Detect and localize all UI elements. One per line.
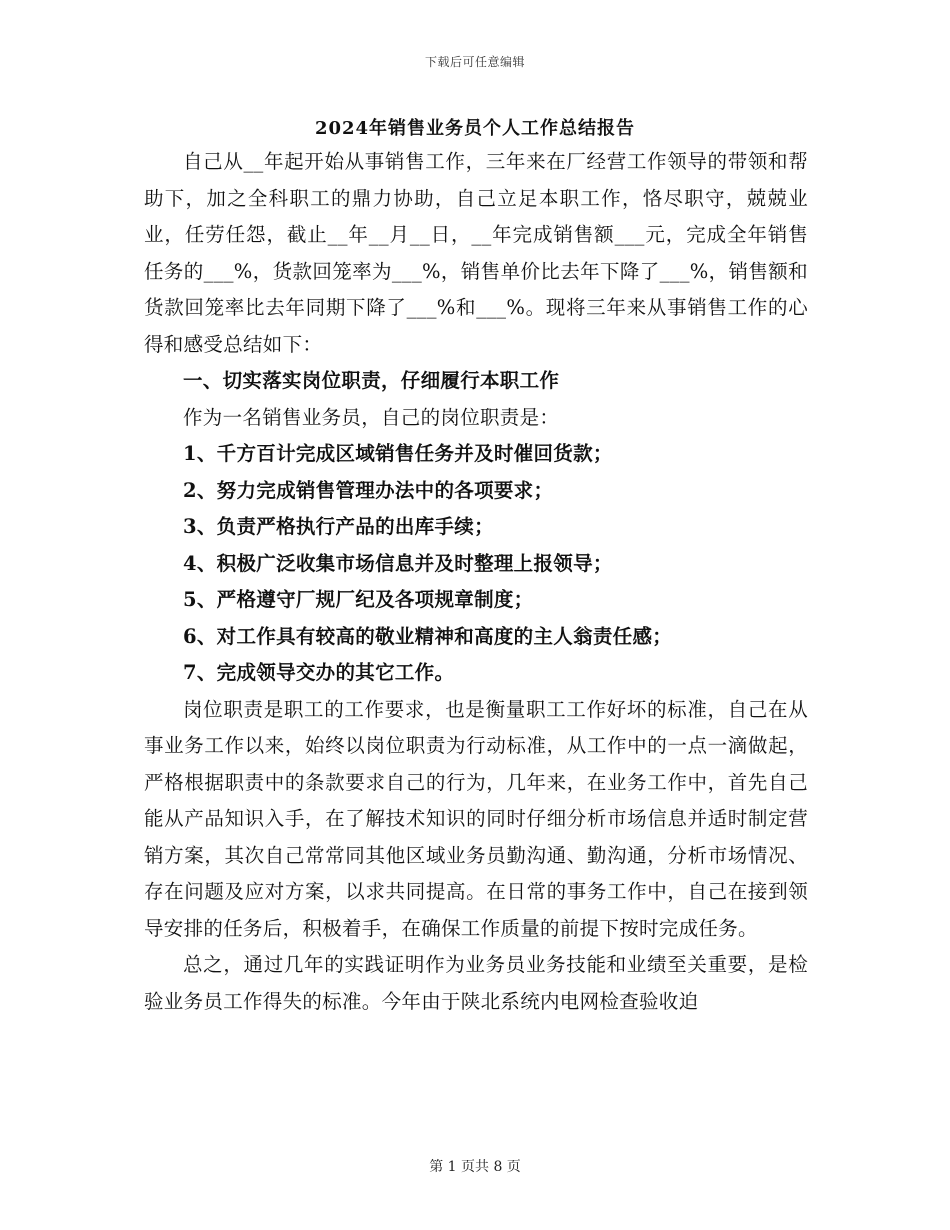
document-title: 2024年销售业务员个人工作总结报告 bbox=[314, 118, 636, 139]
conclusion-paragraph: 总之，通过几年的实践证明作为业务员业务技能和业绩至关重要，是检验业务员工作得失的标准。今年由于陕北系统内电网检查验收迫 bbox=[144, 953, 808, 1013]
duty-item-1: 1、千方百计完成区域销售任务并及时催回货款； bbox=[183, 442, 613, 465]
duty-item-4: 4、积极广泛收集市场信息并及时整理上报领导； bbox=[183, 551, 613, 575]
duty-item-7: 7、完成领导交办的其它工作。 bbox=[183, 661, 455, 684]
duties-intro-paragraph: 作为一名销售业务员，自己的岗位职责是： bbox=[183, 405, 560, 429]
duty-item-2: 2、努力完成销售管理办法中的各项要求； bbox=[183, 478, 554, 502]
duties-discussion-paragraph: 岗位职责是职工的工作要求，也是衡量职工工作好坏的标准，自己在从事业务工作以来，始终以岗位职责为行动标准，从工作中的一点一滴做起，严格根据职责中的条款要求自己的行为，几年来，在业务工作中，首先自己能从产品知识入手，在了解技术知识的同时仔细分析市场信息并适时制定营销方案，其次自己常常同其他区域业务员勤沟通、勤沟通，分析市场情况、存在问题及应对方案，以求共同提高。在日常的事务工作中，自己在接到领导安排的任务后，积极着手，在确保工作质量的前提下按时完成任务。 bbox=[144, 697, 808, 940]
page-header-note: 下载后可任意编辑 bbox=[424, 55, 525, 69]
document-body bbox=[144, 144, 808, 1020]
intro-paragraph: 自己从__年起开始从事销售工作，三年来在厂经营工作领导的带领和帮助下，加之全科职工的鼎力协助，自己立足本职工作，恪尽职守，兢兢业业，任劳任怨，截止__年__月__日，__年完成销售额___元，完成全年销售任务的___%，货款回笼率为___%，销售单价比去年下降了___%，销售额和货款回笼率比去年同期下降了___%和___%。现将三年来从事销售工作的心得和感受总结如下： bbox=[144, 150, 808, 356]
section-heading-1: 一、切实落实岗位职责，仔细履行本职工作 bbox=[183, 369, 560, 392]
page-number: 第 1 页共 8 页 bbox=[429, 1159, 521, 1175]
duty-item-6: 6、对工作具有较高的敬业精神和高度的主人翁责任感； bbox=[183, 624, 673, 648]
duty-item-3: 3、负责严格执行产品的出库手续； bbox=[183, 515, 494, 538]
duty-item-5: 5、严格遵守厂规厂纪及各项规章制度； bbox=[183, 588, 534, 611]
